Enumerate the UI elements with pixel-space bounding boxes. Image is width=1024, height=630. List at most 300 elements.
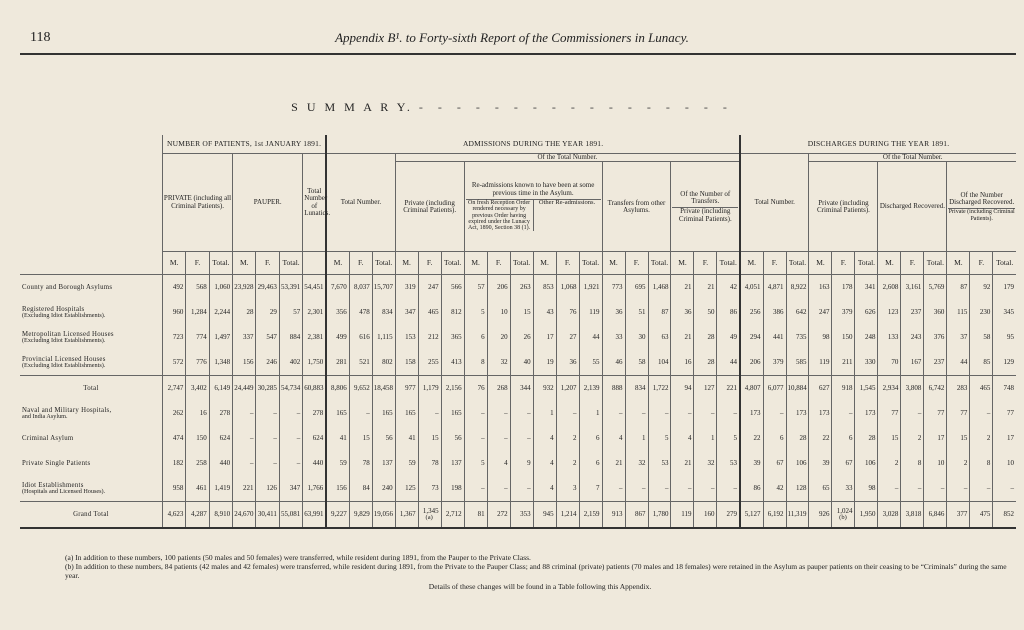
table-cell: 173 (809, 401, 832, 426)
row-label (20, 300, 162, 325)
mf-header-cell: M. (464, 252, 487, 275)
footnote-b: (b) In addition to these numbers, 84 patients (42 males and 42 females) were transferred, while resident during 1891, from the Private to the Pauper Class; and 88 criminal (private) patients (70 males and 18 females) were retained in the Asylum as pauper patients on their ceasing to be “Criminals” during the same year. (65, 562, 1007, 580)
table-cell: 4,051 (740, 275, 763, 301)
row-label-text: Criminal Asylum (22, 435, 74, 443)
table-cell: 28 (786, 426, 809, 451)
table-cell: 6 (832, 426, 855, 451)
head-discharged-recovered: Discharged Recovered. (878, 162, 947, 252)
group-admissions: ADMISSIONS DURING THE YEAR 1891. (326, 135, 740, 154)
table-cell: 156 (233, 350, 256, 376)
head-dis-total: Total Number. (740, 154, 809, 252)
table-cell: 319 (395, 275, 418, 301)
table-cell: 78 (349, 451, 372, 476)
group-patients: NUMBER OF PATIENTS, 1st JANUARY 1891. (162, 135, 326, 154)
row-label (20, 476, 162, 502)
table-cell: 2,139 (579, 376, 602, 402)
table-cell: 211 (832, 350, 855, 376)
table-cell: 958 (162, 476, 185, 502)
table-cell: 926 (809, 502, 832, 529)
table-cell: 84 (349, 476, 372, 502)
table-cell: 65 (809, 476, 832, 502)
table-cell: 774 (186, 325, 209, 350)
table-cell: 1,115 (372, 325, 395, 350)
table-cell: 5,769 (924, 275, 947, 301)
table-cell: – (602, 476, 625, 502)
table-cell: 49 (717, 325, 740, 350)
table-cell: 22 (809, 426, 832, 451)
table-cell: 4,623 (162, 502, 185, 529)
row-label-text: Total (83, 385, 99, 393)
table-cell: 4,287 (186, 502, 209, 529)
table-cell: 262 (162, 401, 185, 426)
table-cell: 173 (855, 401, 878, 426)
table-cell: 1,179 (418, 376, 441, 402)
table-cell: 39 (809, 451, 832, 476)
table-cell: 256 (740, 300, 763, 325)
table-cell: 888 (602, 376, 625, 402)
table-cell: 36 (602, 300, 625, 325)
row-label-text: Registered Hospitals (22, 306, 85, 314)
table-cell: – (256, 426, 279, 451)
table-cell: 32 (694, 451, 717, 476)
row-label-sub: and India Asylum. (22, 413, 68, 421)
head-other-readmissions: Other Re-admissions. (538, 198, 596, 206)
table-cell: – (349, 401, 372, 426)
table-cell: 70 (878, 350, 901, 376)
table-cell: 6,846 (924, 502, 947, 529)
table-cell: 36 (671, 300, 694, 325)
table-cell: 3,818 (901, 502, 924, 529)
table-row (20, 426, 1016, 451)
table-cell: 55 (579, 350, 602, 376)
table-cell: 913 (602, 502, 625, 529)
table-cell: 77 (924, 401, 947, 426)
table-cell: 547 (256, 325, 279, 350)
table-cell: 81 (464, 502, 487, 529)
table-cell: 1,345 (a) (418, 502, 441, 529)
table-cell: 6,192 (763, 502, 786, 529)
head-transfers: Transfers from other Asylums. (602, 162, 671, 252)
row-label (20, 502, 162, 529)
table-cell: 1,545 (855, 376, 878, 402)
table-cell: 15 (349, 426, 372, 451)
table-cell: 347 (395, 300, 418, 325)
table-cell: 341 (855, 275, 878, 301)
head-of-transfers (671, 162, 740, 252)
table-cell: – (233, 426, 256, 451)
table-cell: 18,458 (372, 376, 395, 402)
table-cell: 812 (441, 300, 464, 325)
table-cell: 379 (763, 350, 786, 376)
table-cell: 41 (326, 426, 349, 451)
table-cell: 1 (694, 426, 717, 451)
summary-heading (0, 100, 1024, 115)
row-label-text: Naval and Military Hospitals, (22, 407, 112, 415)
table-cell: 247 (418, 275, 441, 301)
table-body (20, 275, 1016, 529)
table-cell: 22 (740, 426, 763, 451)
table-cell: 77 (947, 401, 970, 426)
mf-header-cell: Total. (855, 252, 878, 275)
table-cell: 33 (832, 476, 855, 502)
row-label-text: Private Single Patients (22, 460, 91, 468)
table-cell: 1,024 (b) (832, 502, 855, 529)
table-cell: – (279, 451, 302, 476)
table-cell: 76 (464, 376, 487, 402)
table-cell: 3,161 (901, 275, 924, 301)
table-cell: 178 (832, 275, 855, 301)
table-cell: 8 (464, 350, 487, 376)
table-cell: 28 (233, 300, 256, 325)
mf-header-cell: F. (487, 252, 510, 275)
table-cell: 179 (993, 275, 1016, 301)
table-cell: 441 (763, 325, 786, 350)
table-cell: 54,451 (303, 275, 326, 301)
table-cell: 263 (510, 275, 533, 301)
table-cell: 3,808 (901, 376, 924, 402)
table-cell: 2 (947, 451, 970, 476)
row-label-text: Provincial Licensed Houses (22, 356, 106, 364)
table-cell: 10 (993, 451, 1016, 476)
table-cell: 1,722 (648, 376, 671, 402)
table-cell: 53 (717, 451, 740, 476)
table-cell: – (694, 476, 717, 502)
footnotes (65, 553, 1015, 591)
table-row (20, 350, 1016, 376)
table-cell: 137 (372, 451, 395, 476)
table-cell: – (625, 401, 648, 426)
table-cell: 8,910 (209, 502, 232, 529)
table-cell: 7 (579, 476, 602, 502)
mf-header-cell: Total. (441, 252, 464, 275)
table-cell: – (233, 451, 256, 476)
table-cell: 1,060 (209, 275, 232, 301)
row-label-sub: (Excluding Idiot Establishments). (22, 362, 106, 370)
table-cell: 54,734 (279, 376, 302, 402)
table-cell: – (671, 476, 694, 502)
table-cell: 1,766 (303, 476, 326, 502)
table-cell: 585 (786, 350, 809, 376)
table-cell: 104 (648, 350, 671, 376)
table-cell: 5 (648, 426, 671, 451)
table-cell: 10,884 (786, 376, 809, 402)
table-cell: 58 (970, 325, 993, 350)
table-cell: 153 (395, 325, 418, 350)
mf-header-cell: F. (625, 252, 648, 275)
table-cell: 8,037 (349, 275, 372, 301)
table-cell: 330 (855, 350, 878, 376)
table-cell: – (418, 401, 441, 426)
table-cell: 11,319 (786, 502, 809, 529)
table-cell: 53,391 (279, 275, 302, 301)
table-cell: 128 (786, 476, 809, 502)
table-cell: 137 (441, 451, 464, 476)
table-cell: 67 (763, 451, 786, 476)
table-cell: 119 (579, 300, 602, 325)
mf-header-cell: M. (671, 252, 694, 275)
table-cell: 28 (694, 350, 717, 376)
table-cell: – (279, 401, 302, 426)
mf-header-cell: M. (602, 252, 625, 275)
table-row (20, 401, 1016, 426)
table-cell: 852 (993, 502, 1016, 529)
mf-header-cell: Total. (372, 252, 395, 275)
table-cell: 5 (717, 426, 740, 451)
table-cell: 386 (763, 300, 786, 325)
table-cell: 568 (186, 275, 209, 301)
table-cell: 98 (809, 325, 832, 350)
table-cell: 465 (970, 376, 993, 402)
table-cell: 802 (372, 350, 395, 376)
table-cell: 748 (993, 376, 1016, 402)
table-cell: 1,468 (648, 275, 671, 301)
footnote-a: (a) In addition to these numbers, 100 patients (50 males and 50 females) were transferred, while resident during 1891, from the Pauper to the Private Class. (65, 553, 531, 562)
table-cell: – (487, 476, 510, 502)
table-cell: – (487, 426, 510, 451)
table-cell: 2,381 (303, 325, 326, 350)
mf-header-cell: F. (418, 252, 441, 275)
table-cell: – (694, 401, 717, 426)
table-cell: 123 (878, 300, 901, 325)
table-cell: 57 (279, 300, 302, 325)
table-cell: 6 (464, 325, 487, 350)
footnote-details: Details of these changes will be found in a Table following this Appendix. (428, 582, 652, 591)
table-cell: 98 (855, 476, 878, 502)
table-cell: 21 (694, 275, 717, 301)
mf-header-cell: M. (326, 252, 349, 275)
table-cell: 248 (855, 325, 878, 350)
group-discharges: DISCHARGES DURING THE YEAR 1891. (740, 135, 1016, 154)
table-cell: 160 (694, 502, 717, 529)
table-cell: 440 (303, 451, 326, 476)
table-cell: 106 (786, 451, 809, 476)
mf-header-cell: Total. (786, 252, 809, 275)
table-cell: 77 (878, 401, 901, 426)
table-cell: 16 (671, 350, 694, 376)
table-cell: 465 (418, 300, 441, 325)
table-cell: 55,081 (279, 502, 302, 529)
table-cell: 41 (395, 426, 418, 451)
mf-header-cell: F. (349, 252, 372, 275)
head-pauper: PAUPER. (233, 154, 303, 252)
table-cell: 127 (694, 376, 717, 402)
table-cell: 1,348 (209, 350, 232, 376)
table-row (20, 502, 1016, 529)
row-label-sub: (Excluding Idiot Establishments). (22, 337, 106, 345)
table-cell: 499 (326, 325, 349, 350)
row-label-sub: (Excluding Idiot Establishments). (22, 312, 106, 320)
table-row (20, 325, 1016, 350)
table-cell: 6,149 (209, 376, 232, 402)
table-cell: 853 (533, 275, 556, 301)
table-row (20, 275, 1016, 301)
table-cell: – (717, 476, 740, 502)
table-cell: 345 (993, 300, 1016, 325)
table-cell: 695 (625, 275, 648, 301)
table-cell: 29 (256, 300, 279, 325)
table-cell: – (487, 401, 510, 426)
table-cell: 221 (233, 476, 256, 502)
table-cell: 8,922 (786, 275, 809, 301)
table-cell: 163 (809, 275, 832, 301)
table-cell: 9 (510, 451, 533, 476)
table-cell: 376 (924, 325, 947, 350)
table-cell: 7,670 (326, 275, 349, 301)
table-cell: 21 (671, 275, 694, 301)
table-cell: 6 (579, 451, 602, 476)
table-cell: 23,928 (233, 275, 256, 301)
table-cell: 221 (717, 376, 740, 402)
table-cell: 474 (162, 426, 185, 451)
table-cell: 30 (625, 325, 648, 350)
table-row (20, 300, 1016, 325)
table-cell: 32 (487, 350, 510, 376)
table-cell: – (648, 476, 671, 502)
table-cell: 932 (533, 376, 556, 402)
row-label (20, 350, 162, 376)
table-cell: 19 (533, 350, 556, 376)
table-cell: 24,449 (233, 376, 256, 402)
table-cell: 347 (279, 476, 302, 502)
table-cell: 572 (162, 350, 185, 376)
table-cell: 1,921 (579, 275, 602, 301)
table-cell: 461 (186, 476, 209, 502)
table-cell: 28 (855, 426, 878, 451)
row-label (20, 275, 162, 301)
table-cell: 353 (510, 502, 533, 529)
table-cell: 21 (671, 451, 694, 476)
table-cell: 125 (395, 476, 418, 502)
table-cell: – (256, 401, 279, 426)
mf-header-cell: M. (809, 252, 832, 275)
table-cell: 377 (947, 502, 970, 529)
table-cell: 182 (162, 451, 185, 476)
table-cell: 278 (303, 401, 326, 426)
table-cell: 440 (209, 451, 232, 476)
table-cell: 60,883 (303, 376, 326, 402)
table-cell: 413 (441, 350, 464, 376)
mf-header-cell: F. (970, 252, 993, 275)
table-cell: 53 (648, 451, 671, 476)
table-cell: 2,608 (878, 275, 901, 301)
running-title: Appendix B¹. to Forty-sixth Report of the Commissioners in Lunacy. (335, 30, 689, 45)
table-cell: 4 (533, 426, 556, 451)
mf-header-cell: Total. (993, 252, 1016, 275)
table-cell: 9,829 (349, 502, 372, 529)
table-row (20, 451, 1016, 476)
table-cell: 624 (303, 426, 326, 451)
mf-header-cell: M. (740, 252, 763, 275)
table-row (20, 476, 1016, 502)
table-cell: 1 (533, 401, 556, 426)
table-cell: 32 (625, 451, 648, 476)
table-cell: – (763, 401, 786, 426)
head-dis-of-total: Of the Total Number. (809, 154, 1016, 162)
table-cell: 40 (510, 350, 533, 376)
table-cell: 57 (464, 275, 487, 301)
mf-header-cell: M. (395, 252, 418, 275)
row-label (20, 426, 162, 451)
mf-header-cell: F. (556, 252, 579, 275)
table-cell: 2 (556, 451, 579, 476)
row-label-text: Metropolitan Licensed Houses (22, 331, 114, 339)
table-cell: 884 (279, 325, 302, 350)
table-cell: 30,285 (256, 376, 279, 402)
table-cell: 165 (441, 401, 464, 426)
table-cell: 44 (579, 325, 602, 350)
table-cell: 2 (556, 426, 579, 451)
table-cell: 17 (533, 325, 556, 350)
table-cell: 960 (162, 300, 185, 325)
table-cell: 918 (832, 376, 855, 402)
table-cell: – (279, 426, 302, 451)
table-cell: 173 (786, 401, 809, 426)
table-cell: 9,652 (349, 376, 372, 402)
table-cell: 119 (671, 502, 694, 529)
mf-header-cell: M. (947, 252, 970, 275)
table-cell: – (625, 476, 648, 502)
mf-header-cell: Total. (648, 252, 671, 275)
table-cell: 165 (372, 401, 395, 426)
table-cell: 492 (162, 275, 185, 301)
grand-total-mark: (b) (839, 514, 847, 522)
table-cell: 1,214 (556, 502, 579, 529)
table-cell: 29,463 (256, 275, 279, 301)
table-cell: 94 (671, 376, 694, 402)
table-cell: 50 (694, 300, 717, 325)
table-cell: 616 (349, 325, 372, 350)
table-cell: 158 (395, 350, 418, 376)
table-cell: 10 (487, 300, 510, 325)
table-cell: 73 (418, 476, 441, 502)
table-cell: 624 (209, 426, 232, 451)
row-label (20, 451, 162, 476)
table-cell: – (901, 401, 924, 426)
table-cell: 56 (372, 426, 395, 451)
mf-header-cell: F. (256, 252, 279, 275)
table-cell: 4 (602, 426, 625, 451)
table-cell: 2,244 (209, 300, 232, 325)
table-cell: 92 (970, 275, 993, 301)
table-cell: – (233, 401, 256, 426)
table-cell: 51 (625, 300, 648, 325)
table-cell: 268 (487, 376, 510, 402)
head-of-transfers-label: Of the Number of Transfers. (680, 189, 731, 205)
mf-header-cell: M. (233, 252, 256, 275)
table-cell: 1,750 (303, 350, 326, 376)
table-cell: 87 (947, 275, 970, 301)
table-cell: 115 (947, 300, 970, 325)
table-cell: 230 (970, 300, 993, 325)
table-cell: 44 (947, 350, 970, 376)
head-discharged-private: Private (including Criminal Patients). (948, 209, 1015, 222)
table-cell: 5 (464, 300, 487, 325)
table-cell: – (832, 401, 855, 426)
table-cell: 237 (924, 350, 947, 376)
table-cell: 977 (395, 376, 418, 402)
table-cell: 247 (809, 300, 832, 325)
table-cell: 26 (510, 325, 533, 350)
table-cell: 4 (487, 451, 510, 476)
mf-header-cell: F. (901, 252, 924, 275)
table-cell: 119 (809, 350, 832, 376)
row-label-text: Grand Total (73, 511, 109, 519)
head-adm-of-total: Of the Total Number. (395, 154, 740, 162)
table-cell: 19,056 (372, 502, 395, 529)
table-cell: – (464, 401, 487, 426)
table-cell: 2 (878, 451, 901, 476)
table-cell: 44 (717, 350, 740, 376)
